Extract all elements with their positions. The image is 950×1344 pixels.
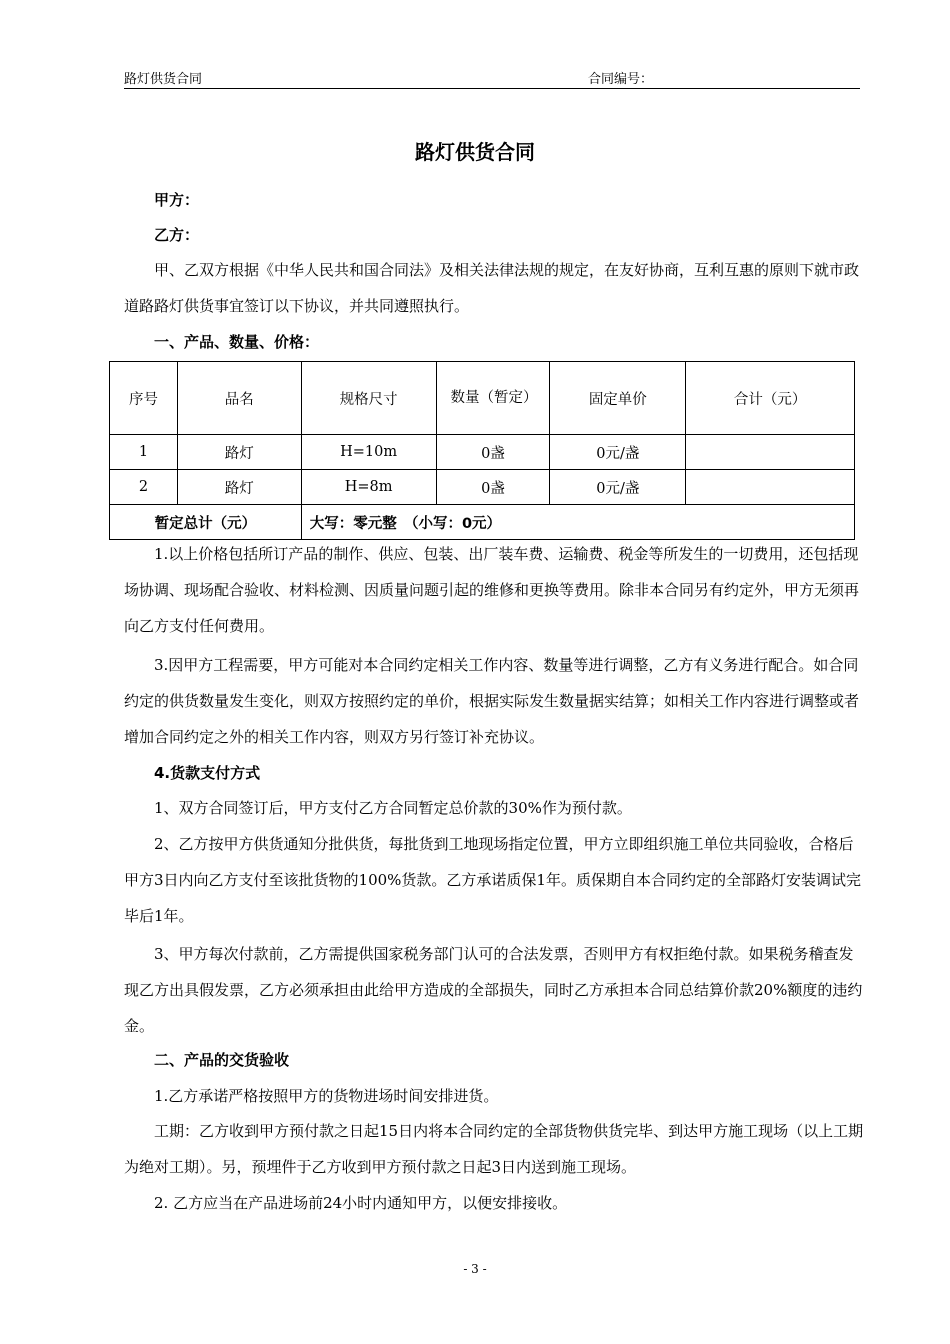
page-number: - 3 - bbox=[463, 1262, 487, 1276]
header-left: 路灯供货合同 bbox=[124, 72, 203, 87]
table-cell: 0元/盏 bbox=[550, 470, 686, 505]
party-b: 乙方： bbox=[154, 226, 200, 244]
section-1-heading: 一、产品、数量、价格： bbox=[154, 333, 320, 351]
header-contract-number: 合同编号： bbox=[588, 72, 654, 87]
table-cell: 0元/盏 bbox=[550, 435, 686, 470]
table-cell: H=8m bbox=[301, 470, 436, 505]
page-header bbox=[124, 66, 860, 89]
table-cell: 0盏 bbox=[436, 435, 550, 470]
party-a: 甲方： bbox=[154, 191, 200, 209]
document-title: 路灯供货合同 bbox=[415, 140, 535, 164]
table-cell bbox=[686, 435, 855, 470]
product-table bbox=[109, 361, 855, 540]
table-total-row bbox=[110, 505, 855, 540]
clause-3: 3.因甲方工程需要，甲方可能对本合同约定相关工作内容、数量等进行调整，乙方有义务进行配合。如合同约定的供货数量发生变化，则双方按照约定的单价，根据实际发生数量据实结算；如相关工作内容进行调整或者增加合同约定之外的相关工作内容，则双方另行签订补充协议。 bbox=[124, 656, 860, 746]
delivery-2: 2. 乙方应当在产品进场前24小时内通知甲方，以便安排接收。 bbox=[154, 1194, 568, 1212]
table-cell: 1 bbox=[110, 435, 178, 470]
section-4-heading: 4.货款支付方式 bbox=[154, 764, 261, 782]
total-value: 大写：零元整 （小写：0元） bbox=[301, 505, 854, 540]
header-cell: 序号 bbox=[110, 362, 178, 435]
delivery-period: 工期：乙方收到甲方预付款之日起15日内将本合同约定的全部货物供货完毕、到达甲方施工现场（以上工期为绝对工期）。另，预埋件于乙方收到甲方预付款之日起3日内送到施工现场。 bbox=[124, 1122, 864, 1176]
payment-2: 2、乙方按甲方供货通知分批供货，每批货到工地现场指定位置，甲方立即组织施工单位共同验收，合格后甲方3日内向乙方支付至该批货物的100%货款。乙方承诺质保1年。质保期自本合同约定的全部路灯安装调试完毕后1年。 bbox=[124, 835, 861, 925]
header-cell: 品名 bbox=[177, 362, 301, 435]
table-cell: 路灯 bbox=[177, 470, 301, 505]
section-2-heading: 二、产品的交货验收 bbox=[154, 1051, 290, 1069]
payment-3: 3、甲方每次付款前，乙方需提供国家税务部门认可的合法发票，否则甲方有权拒绝付款。如果税务稽查发现乙方出具假发票，乙方必须承担由此给甲方造成的全部损失，同时乙方承担本合同总结算价款20%额度的违约金。 bbox=[124, 945, 863, 1035]
table-row bbox=[110, 435, 855, 470]
intro-paragraph: 甲、乙双方根据《中华人民共和国合同法》及相关法律法规的规定，在友好协商，互利互惠的原则下就市政道路路灯供货事宜签订以下协议，并共同遵照执行。 bbox=[124, 261, 860, 315]
table-header-row bbox=[110, 362, 855, 435]
table-row bbox=[110, 470, 855, 505]
total-label: 暂定总计（元） bbox=[110, 505, 302, 540]
table-cell: 路灯 bbox=[177, 435, 301, 470]
table-cell: 2 bbox=[110, 470, 178, 505]
clause-1: 1.以上价格包括所订产品的制作、供应、包装、出厂装车费、运输费、税金等所发生的一切费用，还包括现场协调、现场配合验收、材料检测、因质量问题引起的维修和更换等费用。除非本合同另有约定外，甲方无须再向乙方支付任何费用。 bbox=[124, 545, 860, 635]
table-cell: H=10m bbox=[301, 435, 436, 470]
header-cell: 数量（暂定） bbox=[436, 362, 550, 435]
header-cell: 固定单价 bbox=[550, 362, 686, 435]
payment-1: 1、双方合同签订后，甲方支付乙方合同暂定总价款的30%作为预付款。 bbox=[154, 799, 632, 817]
delivery-1: 1.乙方承诺严格按照甲方的货物进场时间安排进货。 bbox=[154, 1087, 499, 1105]
table-cell: 0盏 bbox=[436, 470, 550, 505]
table-cell bbox=[686, 470, 855, 505]
header-cell: 规格尺寸 bbox=[301, 362, 436, 435]
header-cell: 合计（元） bbox=[686, 362, 855, 435]
